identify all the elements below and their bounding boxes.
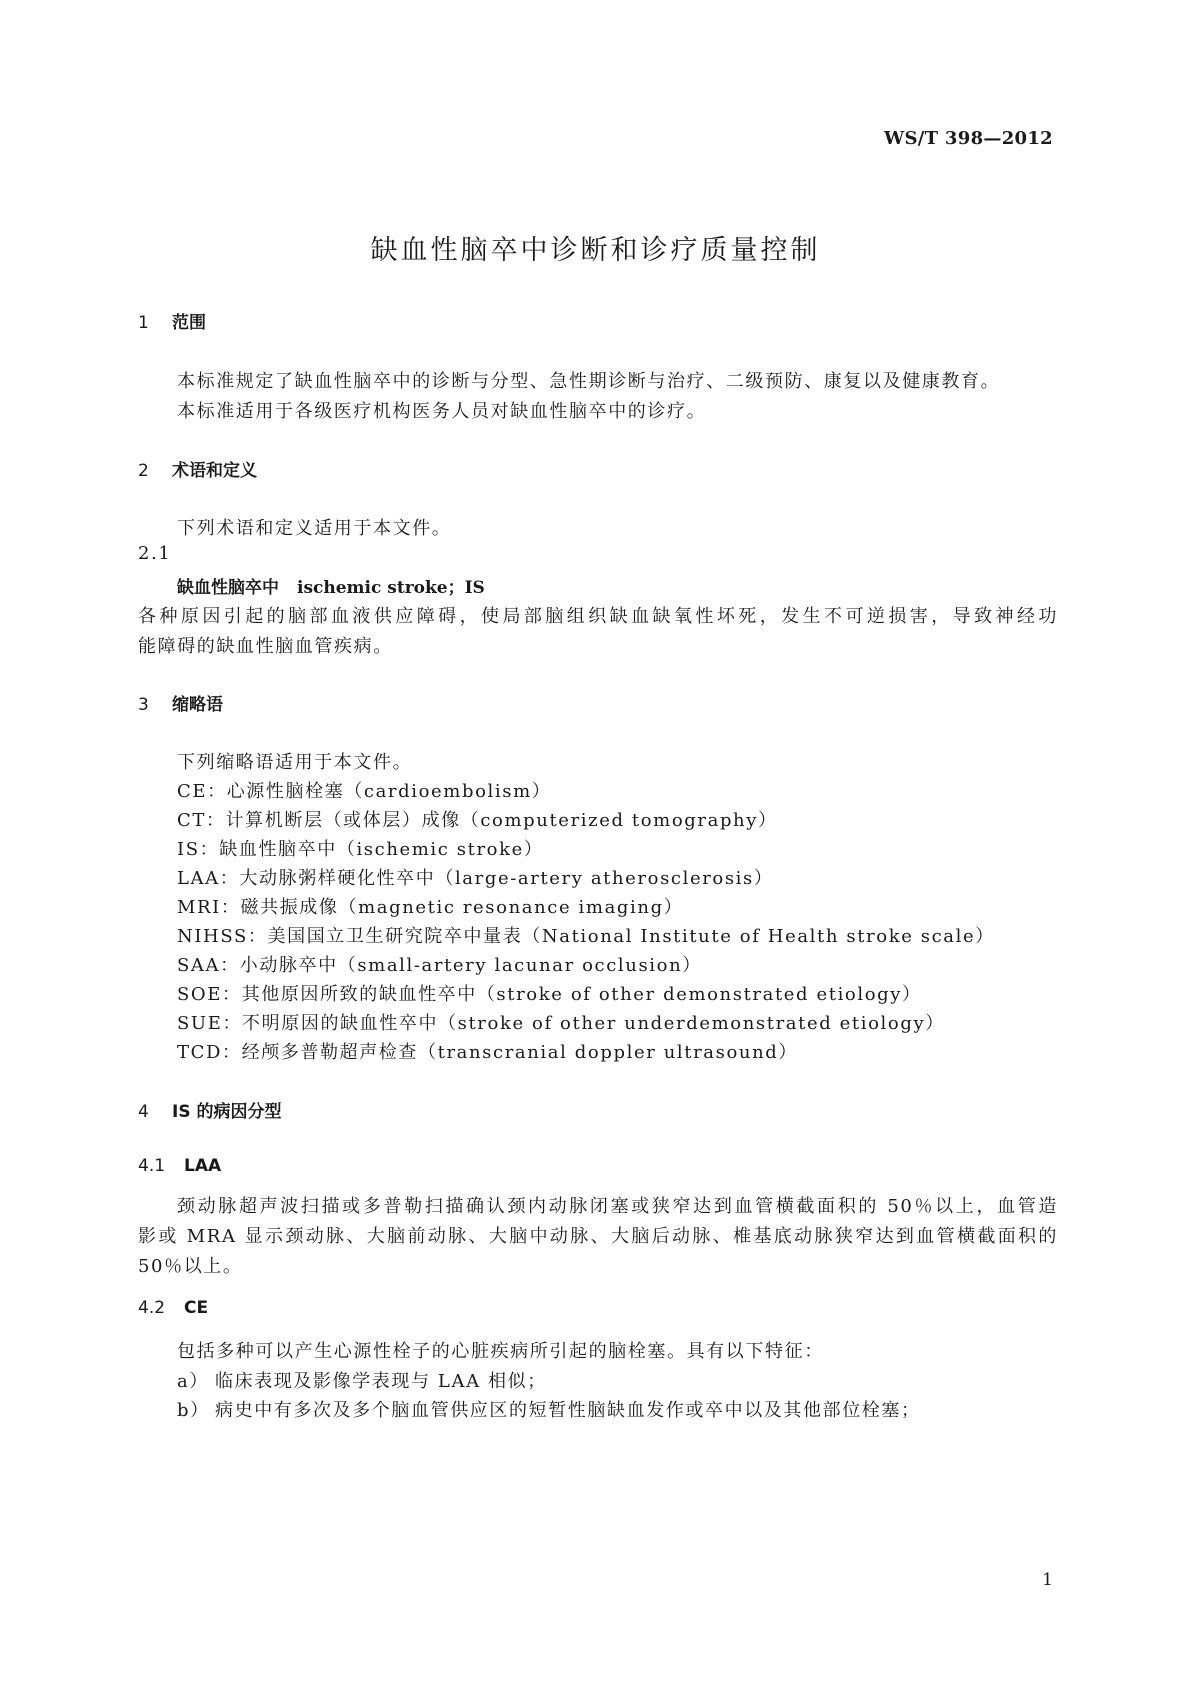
standard-code: WS/T 398—2012 bbox=[883, 128, 1053, 149]
abbreviation-item: NIHSS：美国国立卫生研究院卒中量表（National Institute of Health stroke scale） bbox=[177, 926, 995, 947]
subsection-4-1-heading bbox=[138, 1156, 221, 1176]
list-item bbox=[177, 1396, 921, 1422]
section-title: 术语和定义 bbox=[172, 461, 257, 481]
subsection-number: 2.1 bbox=[138, 543, 172, 564]
section-1-heading bbox=[138, 308, 206, 333]
term-english: ischemic stroke；IS bbox=[297, 578, 485, 598]
abbreviation-item: MRI：磁共振成像（magnetic resonance imaging） bbox=[177, 897, 684, 918]
section-number: 4 bbox=[138, 1102, 149, 1122]
paragraph-line: 颈动脉超声波扫描或多普勒扫描确认颈内动脉闭塞或狭窄达到血管横截面积的 50％以上，血管造 bbox=[177, 1196, 1058, 1217]
paragraph: 本标准规定了缺血性脑卒中的诊断与分型、急性期诊断与治疗、二级预防、康复以及健康教育。 bbox=[177, 371, 1001, 392]
section-3-heading bbox=[138, 690, 223, 715]
section-number: 3 bbox=[138, 695, 149, 715]
list-text: 临床表现及影像学表现与 LAA 相似； bbox=[215, 1371, 547, 1392]
abbreviation-item: SAA：小动脉卒中（small-artery lacunar occlusion） bbox=[177, 955, 702, 976]
page-title: 缺血性脑卒中诊断和诊疗质量控制 bbox=[370, 235, 821, 266]
paragraph: 包括多种可以产生心源性栓子的心脏疾病所引起的脑栓塞。具有以下特征： bbox=[177, 1341, 824, 1362]
subsection-number: 4.1 bbox=[138, 1156, 166, 1176]
subsection-title: LAA bbox=[184, 1156, 222, 1176]
section-title: 缩略语 bbox=[172, 695, 223, 715]
list-text: 病史中有多次及多个脑血管供应区的短暂性脑缺血发作或卒中以及其他部位栓塞； bbox=[215, 1400, 921, 1421]
section-number: 2 bbox=[138, 461, 149, 481]
list-label: b） bbox=[177, 1400, 210, 1421]
term-chinese: 缺血性脑卒中 bbox=[177, 578, 279, 598]
subsection-4-2-heading bbox=[138, 1298, 208, 1318]
section-title: 范围 bbox=[172, 313, 206, 333]
abbreviation-item: LAA：大动脉粥样硬化性卒中（large-artery atherosclerosis） bbox=[177, 868, 774, 889]
abbreviation-item: CE：心源性脑栓塞（cardioembolism） bbox=[177, 781, 552, 802]
definition-line: 能障碍的缺血性脑血管疾病。 bbox=[138, 636, 393, 657]
abbreviation-item: SUE：不明原因的缺血性卒中（stroke of other underdemonstrated etiology） bbox=[177, 1013, 945, 1034]
abbreviation-item: SOE：其他原因所致的缺血性卒中（stroke of other demonstrated etiology） bbox=[177, 984, 922, 1005]
paragraph-line: 50％以上。 bbox=[138, 1256, 243, 1277]
page-number: 1 bbox=[1042, 1570, 1053, 1590]
section-2-heading bbox=[138, 456, 257, 481]
section-title: IS 的病因分型 bbox=[172, 1102, 282, 1122]
abbreviation-item: CT：计算机断层（或体层）成像（computerized tomography） bbox=[177, 810, 778, 831]
paragraph-line: 影或 MRA 显示颈动脉、大脑前动脉、大脑中动脉、大脑后动脉、椎基底动脉狭窄达到血管横截面积的 bbox=[138, 1226, 1058, 1247]
subsection-number: 4.2 bbox=[138, 1298, 166, 1318]
list-item bbox=[177, 1367, 547, 1393]
subsection-title: CE bbox=[184, 1298, 209, 1318]
section-4-heading bbox=[138, 1097, 282, 1122]
paragraph: 本标准适用于各级医疗机构医务人员对缺血性脑卒中的诊疗。 bbox=[177, 401, 707, 422]
list-label: a） bbox=[177, 1371, 209, 1392]
section-number: 1 bbox=[138, 313, 149, 333]
abbreviation-item: IS：缺血性脑卒中（ischemic stroke） bbox=[177, 839, 544, 860]
abbreviation-item: TCD：经颅多普勒超声检查（transcranial doppler ultrasound） bbox=[177, 1042, 799, 1063]
paragraph: 下列术语和定义适用于本文件。 bbox=[177, 518, 452, 539]
term-entry bbox=[177, 573, 485, 598]
definition-line: 各种原因引起的脑部血液供应障碍，使局部脑组织缺血缺氧性坏死，发生不可逆损害，导致神经功 bbox=[138, 606, 1058, 627]
paragraph: 下列缩略语适用于本文件。 bbox=[177, 752, 413, 773]
